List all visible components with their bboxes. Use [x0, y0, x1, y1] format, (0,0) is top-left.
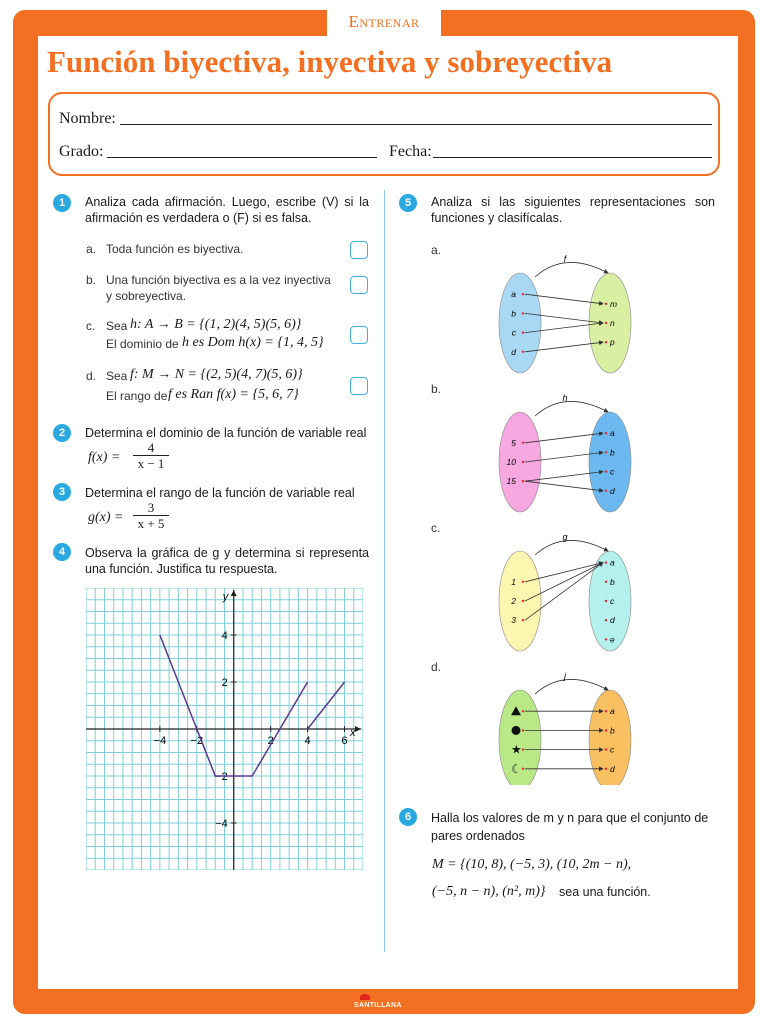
- date-label: Fecha:: [389, 143, 432, 160]
- mapping-arc: [535, 401, 608, 416]
- codomain-element: m: [610, 298, 618, 309]
- codomain-dot: [605, 638, 607, 640]
- codomain-element: b: [610, 725, 615, 736]
- question-6-text: Halla los valores de m y n para que el conjunto de pares ordenados: [431, 811, 709, 843]
- diagram-d: [499, 671, 631, 785]
- domain-element: 1: [511, 576, 516, 587]
- mapping-arc: [535, 540, 608, 555]
- question-2-text: Determina el dominio de la función de variable real: [85, 426, 367, 440]
- item-d-prefix-1: Sea: [106, 369, 128, 383]
- q2-lhs: f(x) =: [88, 450, 121, 465]
- item-d-math-2: f es Ran f(x) = {5, 6, 7}: [168, 387, 299, 402]
- codomain-set: [589, 412, 631, 512]
- q3-denominator: x + 5: [137, 516, 165, 531]
- question-number-2: 2: [53, 424, 71, 442]
- domain-dot: [522, 351, 524, 353]
- domain-dot: [522, 768, 524, 770]
- question-3-text: Determina el rango de la función de variable real: [85, 486, 355, 500]
- codomain-dot: [605, 581, 607, 583]
- codomain-dot: [605, 748, 607, 750]
- codomain-element: a: [610, 557, 615, 568]
- item-a-letter: a.: [86, 242, 97, 256]
- item-d-prefix-2: El rango de: [106, 389, 168, 403]
- domain-element: 10: [506, 457, 516, 467]
- item-c-letter: c.: [86, 319, 96, 333]
- item-c-prefix-2: El dominio de: [106, 337, 179, 351]
- domain-dot: [522, 461, 524, 463]
- item-c-math-2: h es Dom h(x) = {1, 4, 5}: [182, 335, 324, 350]
- y-axis-arrow: [231, 590, 237, 596]
- star-icon: ★: [511, 742, 522, 757]
- diagram-b-letter: b.: [431, 382, 442, 396]
- diagram-a-letter: a.: [431, 243, 442, 257]
- column-divider: [384, 190, 385, 952]
- domain-dot: [522, 729, 524, 731]
- circle-icon: [512, 726, 521, 735]
- domain-set: [499, 551, 541, 651]
- domain-element: d: [511, 346, 516, 357]
- codomain-element: a: [610, 428, 615, 439]
- item-b-letter: b.: [86, 273, 97, 287]
- domain-element: b: [511, 308, 516, 319]
- codomain-element: e: [610, 634, 615, 645]
- codomain-dot: [605, 619, 607, 621]
- x-tick-label: 2: [267, 735, 274, 747]
- codomain-dot: [605, 490, 607, 492]
- answer-box-a[interactable]: [350, 241, 368, 259]
- y-tick-label: −4: [215, 818, 228, 830]
- item-a-text: Toda función es biyectiva.: [106, 242, 244, 256]
- item-d-math-1: f: M → N = {(2, 5)(4, 7)(5, 6)}: [130, 367, 303, 382]
- diagram-a: [499, 254, 631, 373]
- item-b-text-2: y sobreyectiva.: [106, 289, 187, 303]
- date-field[interactable]: [433, 157, 712, 158]
- y-tick-label: 2: [221, 677, 228, 689]
- question-number-3: 3: [53, 483, 71, 501]
- q2-fraction: [133, 441, 169, 471]
- codomain-dot: [605, 303, 607, 305]
- student-info-box: [48, 92, 720, 176]
- name-label: Nombre:: [59, 110, 116, 127]
- arrow-diagrams: [480, 245, 670, 785]
- q2-numerator: 4: [133, 441, 169, 456]
- q3-numerator: 3: [133, 501, 169, 516]
- x-axis-arrow: [355, 726, 361, 732]
- function-name: f: [563, 254, 567, 264]
- domain-element: 2: [511, 596, 516, 606]
- diagram-d-letter: d.: [431, 660, 442, 674]
- codomain-element: d: [610, 615, 615, 626]
- diagram-c-letter: c.: [431, 521, 441, 535]
- codomain-element: b: [610, 576, 615, 587]
- q3-fraction: [133, 501, 169, 531]
- item-d-letter: d.: [86, 369, 97, 383]
- domain-element: 5: [511, 437, 516, 448]
- item-c-prefix-1: Sea: [106, 319, 128, 333]
- x-axis-label: x: [350, 727, 356, 739]
- y-tick-label: 4: [221, 630, 228, 642]
- q3-lhs: g(x) =: [88, 510, 124, 525]
- codomain-element: b: [610, 447, 615, 458]
- q6-set-line-2: (−5, n − n), (n², m)}: [432, 884, 546, 899]
- codomain-dot: [605, 710, 607, 712]
- question-number-6: 6: [399, 808, 417, 826]
- domain-element: 3: [511, 615, 516, 626]
- function-name: g: [562, 532, 568, 542]
- question-number-1: 1: [53, 194, 71, 212]
- x-tick-label: 6: [341, 735, 348, 747]
- codomain-element: c: [610, 466, 615, 477]
- publisher-logo: [354, 994, 402, 1009]
- y-tick-label: −2: [215, 771, 228, 783]
- codomain-dot: [605, 470, 607, 472]
- x-tick-label: 4: [304, 735, 311, 747]
- codomain-dot: [605, 729, 607, 731]
- logo-icon: [360, 994, 370, 1000]
- name-field[interactable]: [120, 124, 712, 125]
- section-tab: Entrenar: [327, 4, 441, 38]
- x-tick-label: −4: [153, 735, 167, 747]
- codomain-dot: [605, 768, 607, 770]
- codomain-element: p: [610, 337, 615, 348]
- question-number-5: 5: [399, 194, 417, 212]
- function-graph: [86, 588, 363, 870]
- question-5-text: Analiza si las siguientes representaciones son funciones y clasifícalas.: [431, 195, 715, 225]
- question-1-text: Analiza cada afirmación. Luego, escribe (V) si la afirmación es verdadera o (F) si es falsa.: [85, 195, 369, 225]
- logo-text: SANTILLANA: [354, 1002, 402, 1009]
- codomain-element: a: [610, 706, 615, 717]
- x-tick-label: −2: [190, 735, 204, 747]
- q2-denominator: x − 1: [137, 456, 165, 471]
- codomain-dot: [605, 341, 607, 343]
- function-name: j: [564, 671, 566, 681]
- mapping-arc: [535, 679, 608, 694]
- domain-dot: [522, 293, 524, 295]
- answer-box-c[interactable]: [350, 326, 368, 344]
- page-title: Función biyectiva, inyectiva y sobreyectiva: [47, 44, 613, 79]
- codomain-element: c: [610, 596, 615, 606]
- codomain-element: d: [610, 485, 615, 496]
- q6-suffix: sea una función.: [559, 885, 651, 899]
- mapping-arc: [535, 262, 608, 277]
- grade-field[interactable]: [107, 157, 377, 158]
- domain-element: c: [511, 327, 516, 338]
- answer-box-b[interactable]: [350, 276, 368, 294]
- domain-set: [499, 412, 541, 512]
- question-4-text: Observa la gráfica de g y determina si representa una función. Justifica tu respuesta.: [85, 546, 369, 576]
- diagram-b: [499, 393, 631, 512]
- function-name: h: [562, 393, 568, 403]
- y-axis-label: y: [222, 591, 229, 603]
- grade-label: Grado:: [59, 143, 104, 160]
- domain-dot: [522, 312, 524, 314]
- domain-element: 15: [506, 476, 516, 487]
- domain-dot: [522, 331, 524, 333]
- diagram-c: [499, 532, 631, 651]
- question-number-4: 4: [53, 543, 71, 561]
- domain-element: a: [511, 289, 516, 300]
- domain-dot: [522, 480, 524, 482]
- codomain-element: n: [610, 318, 615, 328]
- q6-set-line-1: M = {(10, 8), (−5, 3), (10, 2m − n),: [432, 857, 632, 872]
- domain-dot: [522, 748, 524, 750]
- domain-dot: [522, 581, 524, 583]
- codomain-dot: [605, 561, 607, 563]
- codomain-dot: [605, 600, 607, 602]
- answer-box-d[interactable]: [350, 377, 368, 395]
- item-b-text-1: Una función biyectiva es a la vez inyectiva: [106, 273, 331, 287]
- domain-dot: [522, 600, 524, 602]
- codomain-dot: [605, 451, 607, 453]
- codomain-element: c: [610, 744, 615, 755]
- domain-dot: [522, 619, 524, 621]
- codomain-dot: [605, 432, 607, 434]
- codomain-dot: [605, 322, 607, 324]
- domain-dot: [522, 710, 524, 712]
- codomain-element: d: [610, 763, 615, 774]
- moon-icon: ☾: [511, 761, 522, 776]
- item-c-math-1: h: A → B = {(1, 2)(4, 5)(5, 6)}: [130, 317, 302, 332]
- domain-dot: [522, 442, 524, 444]
- domain-set: [499, 273, 541, 373]
